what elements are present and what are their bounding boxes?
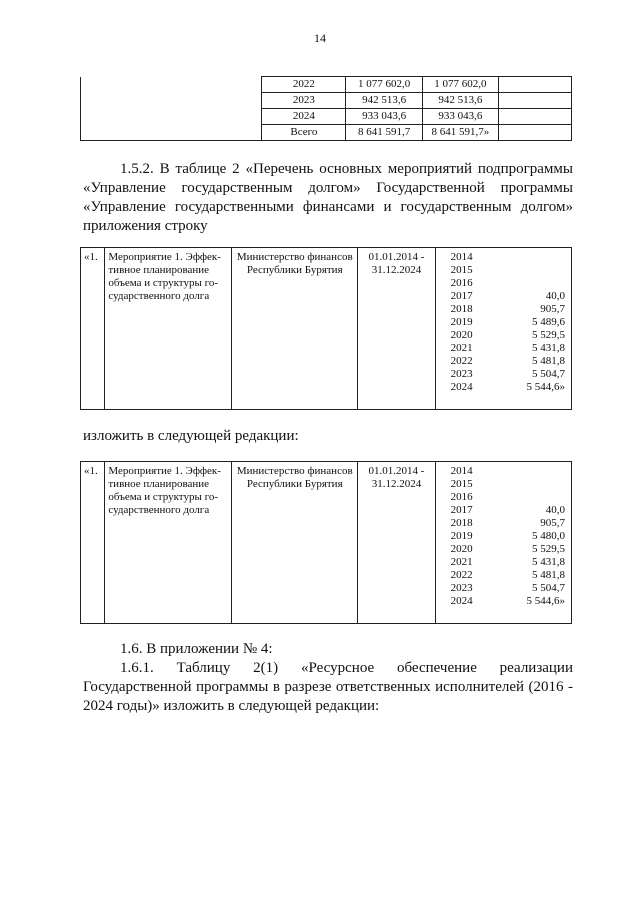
cell-line: объема и структуры го- bbox=[108, 277, 219, 289]
cell-line: 31.12.2024 bbox=[371, 264, 422, 276]
cell-line: 2018 bbox=[450, 303, 473, 315]
cell-line bbox=[491, 465, 565, 478]
cell-line bbox=[491, 478, 565, 491]
cell-line: 5 481,8 bbox=[532, 355, 565, 367]
year-cell: 2022 bbox=[262, 77, 346, 93]
cell-line: 40,0 bbox=[545, 504, 565, 516]
cell-line: 2021 bbox=[450, 342, 473, 354]
cell-line: сударственного долга bbox=[108, 290, 210, 302]
cell-line bbox=[491, 491, 565, 504]
value-cell: 1 077 602,0 bbox=[422, 77, 498, 93]
cell-line: 2018 bbox=[450, 517, 473, 529]
cell-line: Мероприятие 1. Эффек- bbox=[108, 465, 221, 477]
cell-line: 2022 bbox=[450, 355, 473, 367]
cell-line: объема и структуры го- bbox=[108, 491, 219, 503]
cell-line: 2017 bbox=[450, 504, 473, 516]
cell-line: Мероприятие 1. Эффек- bbox=[108, 251, 221, 263]
table-row bbox=[81, 109, 572, 125]
cell-line: 5 544,6» bbox=[526, 381, 565, 393]
cell-line: 5 431,8 bbox=[532, 342, 565, 354]
resource-table-tail bbox=[80, 76, 572, 141]
empty-cell bbox=[81, 125, 262, 141]
cell-line: 2016 bbox=[450, 277, 473, 289]
years-column bbox=[435, 462, 487, 624]
cell-line: 2019 bbox=[450, 530, 473, 542]
cell-line: 5 480,0 bbox=[532, 530, 565, 542]
value-cell: 933 043,6 bbox=[346, 109, 422, 125]
empty-cell bbox=[81, 109, 262, 125]
cell-line: 5 431,8 bbox=[532, 556, 565, 568]
period bbox=[358, 248, 435, 410]
years-column bbox=[435, 248, 487, 410]
cell-line: 2014 bbox=[450, 251, 473, 263]
value-cell: 8 641 591,7 bbox=[346, 125, 422, 141]
value-cell: 942 513,6 bbox=[422, 93, 498, 109]
cell-line: 5 481,8 bbox=[532, 569, 565, 581]
cell-line: тивное планирование bbox=[108, 264, 210, 276]
paragraph-replace: изложить в следующей редакции: bbox=[83, 428, 299, 444]
cell-line: 2021 bbox=[450, 556, 473, 568]
cell-line: 5 504,7 bbox=[532, 368, 565, 380]
empty-cell bbox=[499, 77, 572, 93]
paragraph-1-6-1: 1.6.1. Таблицу 2(1) «Ресурсное обеспечение реализации Государственной программы в разрезе ответственных исполнителей (2016 - 2024 годы)» изложить в следующей редакции: bbox=[83, 660, 573, 714]
empty-cell bbox=[81, 93, 262, 109]
cell-line: тивное планирование bbox=[108, 478, 210, 490]
responsible-ministry bbox=[232, 462, 358, 624]
cell-line: Республики Бурятия bbox=[246, 478, 343, 490]
row-number: «1. bbox=[81, 248, 105, 410]
table-row bbox=[81, 77, 572, 93]
cell-line: Министерство финансов bbox=[236, 465, 353, 477]
cell-line: 2015 bbox=[450, 478, 473, 490]
cell-line bbox=[491, 251, 565, 264]
cell-line: 2017 bbox=[450, 290, 473, 302]
cell-line: 2020 bbox=[450, 329, 473, 341]
cell-line: 40,0 bbox=[545, 290, 565, 302]
cell-line: 5 489,6 bbox=[532, 316, 565, 328]
cell-line: 2024 bbox=[450, 595, 473, 607]
cell-line: 905,7 bbox=[540, 517, 565, 529]
period bbox=[358, 462, 435, 624]
cell-line: 2022 bbox=[450, 569, 473, 581]
paragraph-1-5-2: 1.5.2. В таблице 2 «Перечень основных мероприятий подпрограммы «Управление государственным долгом» Государственной программы «Управление государственными финансами и государственным долгом» приложения строку bbox=[83, 161, 573, 234]
empty-cell bbox=[499, 93, 572, 109]
cell-line: 5 529,5 bbox=[532, 543, 565, 555]
year-cell: 2024 bbox=[262, 109, 346, 125]
cell-line: 2014 bbox=[450, 465, 473, 477]
year-cell: 2023 bbox=[262, 93, 346, 109]
cell-line bbox=[491, 264, 565, 277]
cell-line: 2015 bbox=[450, 264, 473, 276]
responsible-ministry bbox=[232, 248, 358, 410]
value-cell: 933 043,6 bbox=[422, 109, 498, 125]
empty-cell bbox=[499, 125, 572, 141]
cell-line: сударственного долга bbox=[108, 504, 210, 516]
cell-line: 2016 bbox=[450, 491, 473, 503]
cell-line: 5 529,5 bbox=[532, 329, 565, 341]
cell-line: 905,7 bbox=[540, 303, 565, 315]
page-number: 14 bbox=[314, 31, 326, 45]
cell-line: 2019 bbox=[450, 316, 473, 328]
values-column bbox=[488, 248, 572, 410]
measure-name bbox=[105, 462, 232, 624]
cell-line: 01.01.2014 - bbox=[368, 251, 425, 263]
cell-line: 31.12.2024 bbox=[371, 478, 422, 490]
measure-name bbox=[105, 248, 232, 410]
value-cell: 1 077 602,0 bbox=[346, 77, 422, 93]
measure-table-new bbox=[80, 461, 572, 624]
cell-line: 5 504,7 bbox=[532, 582, 565, 594]
row-number: «1. bbox=[81, 462, 105, 624]
measure-table-old bbox=[80, 247, 572, 410]
cell-line: 2024 bbox=[450, 381, 473, 393]
cell-line bbox=[491, 277, 565, 290]
table-row bbox=[81, 93, 572, 109]
value-cell: 8 641 591,7» bbox=[422, 125, 498, 141]
empty-cell bbox=[499, 109, 572, 125]
cell-line: Министерство финансов bbox=[236, 251, 353, 263]
cell-line: Республики Бурятия bbox=[246, 264, 343, 276]
cell-line: 2020 bbox=[450, 543, 473, 555]
paragraph-1-6: 1.6. В приложении № 4: bbox=[120, 641, 273, 657]
table-row bbox=[81, 125, 572, 141]
cell-line: 01.01.2014 - bbox=[368, 465, 425, 477]
cell-line: 2023 bbox=[450, 582, 473, 594]
empty-cell bbox=[81, 77, 262, 93]
cell-line: 5 544,6» bbox=[526, 595, 565, 607]
value-cell: 942 513,6 bbox=[346, 93, 422, 109]
values-column bbox=[488, 462, 572, 624]
year-cell: Всего bbox=[262, 125, 346, 141]
cell-line: 2023 bbox=[450, 368, 473, 380]
